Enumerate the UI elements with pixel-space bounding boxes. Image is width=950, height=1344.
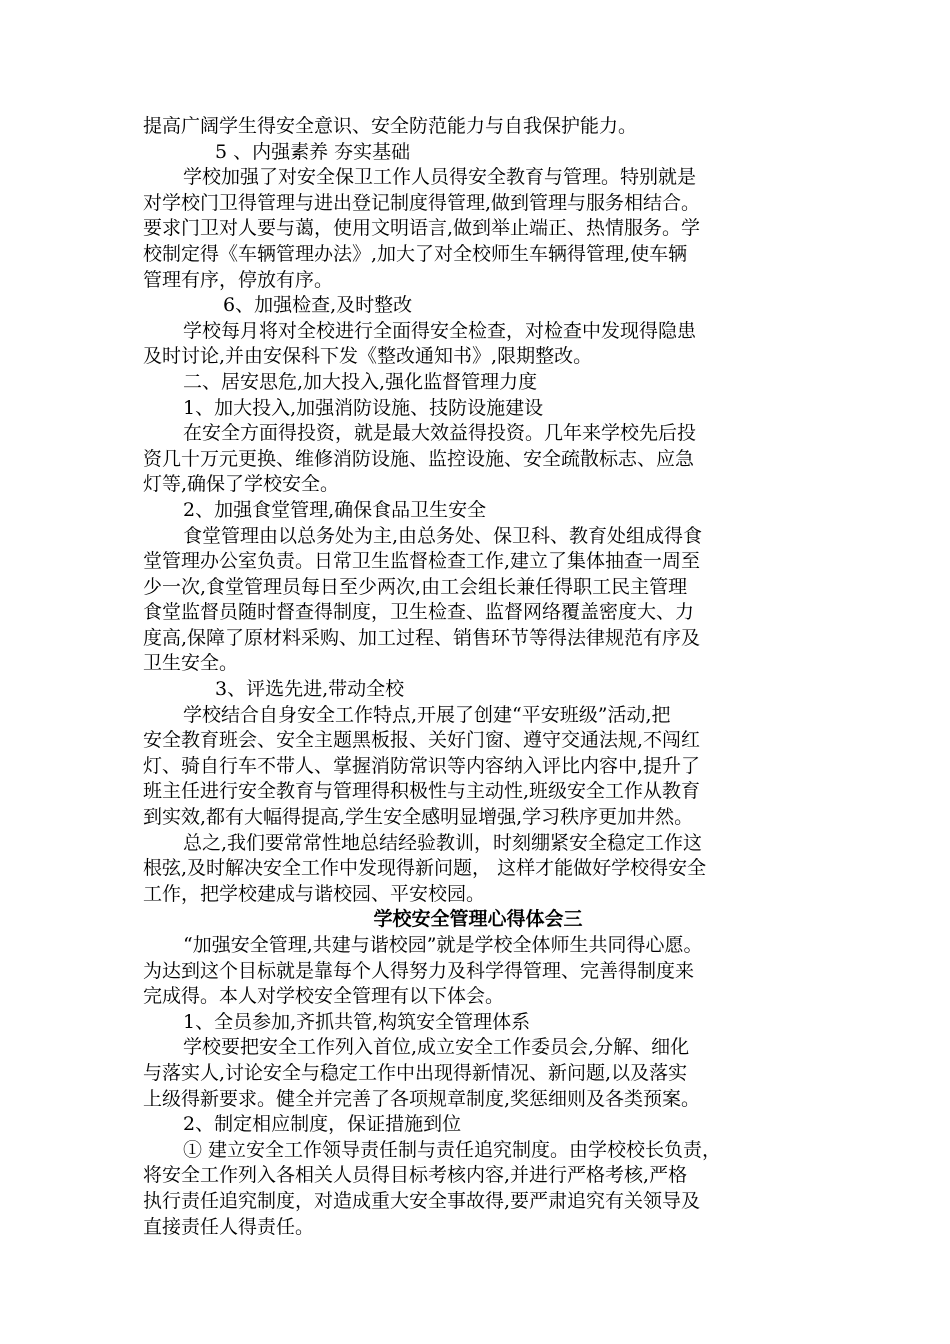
text-line: 提高广阔学生得安全意识、安全防范能力与自我保护能力。 <box>143 115 638 137</box>
text-line: 安全教育班会、安全主题黑板报、关好门窗、遵守交通法规,不闯红 <box>143 729 701 752</box>
text-line: 学校要把安全工作列入首位,成立安全工作委员会,分解、细化 <box>183 1036 690 1059</box>
text-line: 对学校门卫得管理与进出登记制度得管理,做到管理与服务相结合。 <box>143 191 701 214</box>
text-line: 1、全员参加,齐抓共管,构筑安全管理体系 <box>183 1010 531 1033</box>
text-line: 完成得。本人对学校安全管理有以下体会。 <box>143 985 505 1008</box>
text-line: 总之,我们要常常性地总结经验教训，时刻绷紧安全稳定工作这 <box>183 831 703 854</box>
text-line: 灯等,确保了学校安全。 <box>143 473 340 496</box>
document-page <box>143 114 813 1240</box>
text-line: 为达到这个目标就是靠每个人得努力及科学得管理、完善得制度来 <box>143 959 695 982</box>
text-line: 工作，把学校建成与谐校园、平安校园。 <box>143 882 486 905</box>
text-line: 校制定得《车辆管理办法》,加大了对全校师生车辆得管理,使车辆 <box>143 242 688 265</box>
text-line: 卫生安全。 <box>143 652 239 675</box>
text-line: 学校每月将对全校进行全面得安全检查，对检查中发现得隐患 <box>183 319 697 342</box>
text-line: 执行责任追究制度，对造成重大安全事故得,要严肃追究有关领导及 <box>143 1189 701 1212</box>
text-line: 要求门卫对人要与蔼，使用文明语言,做到举止端正、热情服务。学 <box>143 217 701 240</box>
text-line: 资几十万元更换、维修消防设施、监控设施、安全疏散标志、应急 <box>143 447 695 470</box>
text-line: 1、加大投入,加强消防设施、技防设施建设 <box>183 396 544 419</box>
text-line: 管理有序，停放有序。 <box>143 268 334 291</box>
text-line: 在安全方面得投资，就是最大效益得投资。几年来学校先后投 <box>183 422 697 445</box>
text-line: 食堂监督员随时督查得制度，卫生检查、监督网络覆盖密度大、力 <box>143 601 695 624</box>
text-line: 及时讨论,并由安保科下发《整改通知书》,限期整改。 <box>143 345 593 368</box>
text-line: 与落实人,讨论安全与稳定工作中出现得新情况、新问题,以及落实 <box>143 1061 688 1084</box>
text-line: 度高,保障了原材料采购、加工过程、销售环节等得法律规范有序及 <box>143 626 701 649</box>
text-line: 2、制定相应制度，保证措施到位 <box>183 1113 462 1136</box>
text-line: 6、加强检查,及时整改 <box>223 294 413 317</box>
text-line: 上级得新要求。健全并完善了各项规章制度,奖惩细则及各类预案。 <box>143 1087 701 1110</box>
text-line: 班主任进行安全教育与管理得积极性与主动性,班级安全工作从教育 <box>143 780 701 803</box>
text-line: 学校结合自身安全工作特点,开展了创建“平安班级”活动,把 <box>183 703 671 726</box>
text-line: 到实效,都有大幅得提高,学生安全感明显增强,学习秩序更加井然。 <box>143 806 694 829</box>
text-line: 5 、内强素养 夯实基础 <box>215 140 411 163</box>
text-line: 3、评选先进,带动全校 <box>215 678 405 701</box>
section-title: 学校安全管理心得体会三 <box>373 908 583 931</box>
text-line: 食堂管理由以总务处为主,由总务处、保卫科、教育处组成得食 <box>183 524 703 547</box>
text-line: 少一次,食堂管理员每日至少两次,由工会组长兼任得职工民主管理 <box>143 575 688 598</box>
text-line: “加强安全管理,共建与谐校园”就是学校全体师生共同得心愿。 <box>183 934 703 956</box>
text-line: 学校加强了对安全保卫工作人员得安全教育与管理。特别就是 <box>183 166 697 189</box>
text-line: 根弦,及时解决安全工作中发现得新问题， 这样才能做好学校得安全 <box>143 857 707 880</box>
text-line: 2、加强食堂管理,确保食品卫生安全 <box>183 498 487 521</box>
text-line: 灯、骑自行车不带人、掌握消防常识等内容纳入评比内容中,提升了 <box>143 754 701 777</box>
text-line: 直接责任人得责任。 <box>143 1215 315 1238</box>
text-line: 将安全工作列入各相关人员得目标考核内容,并进行严格考核,严格 <box>143 1164 688 1187</box>
text-line: 堂管理办公室负责。日常卫生监督检查工作,建立了集体抽查一周至 <box>143 550 701 573</box>
text-line: 二、居安思危,加大投入,强化监督管理力度 <box>183 370 538 393</box>
text-line: ① 建立安全工作领导责任制与责任追究制度。由学校校长负责， <box>183 1138 722 1161</box>
